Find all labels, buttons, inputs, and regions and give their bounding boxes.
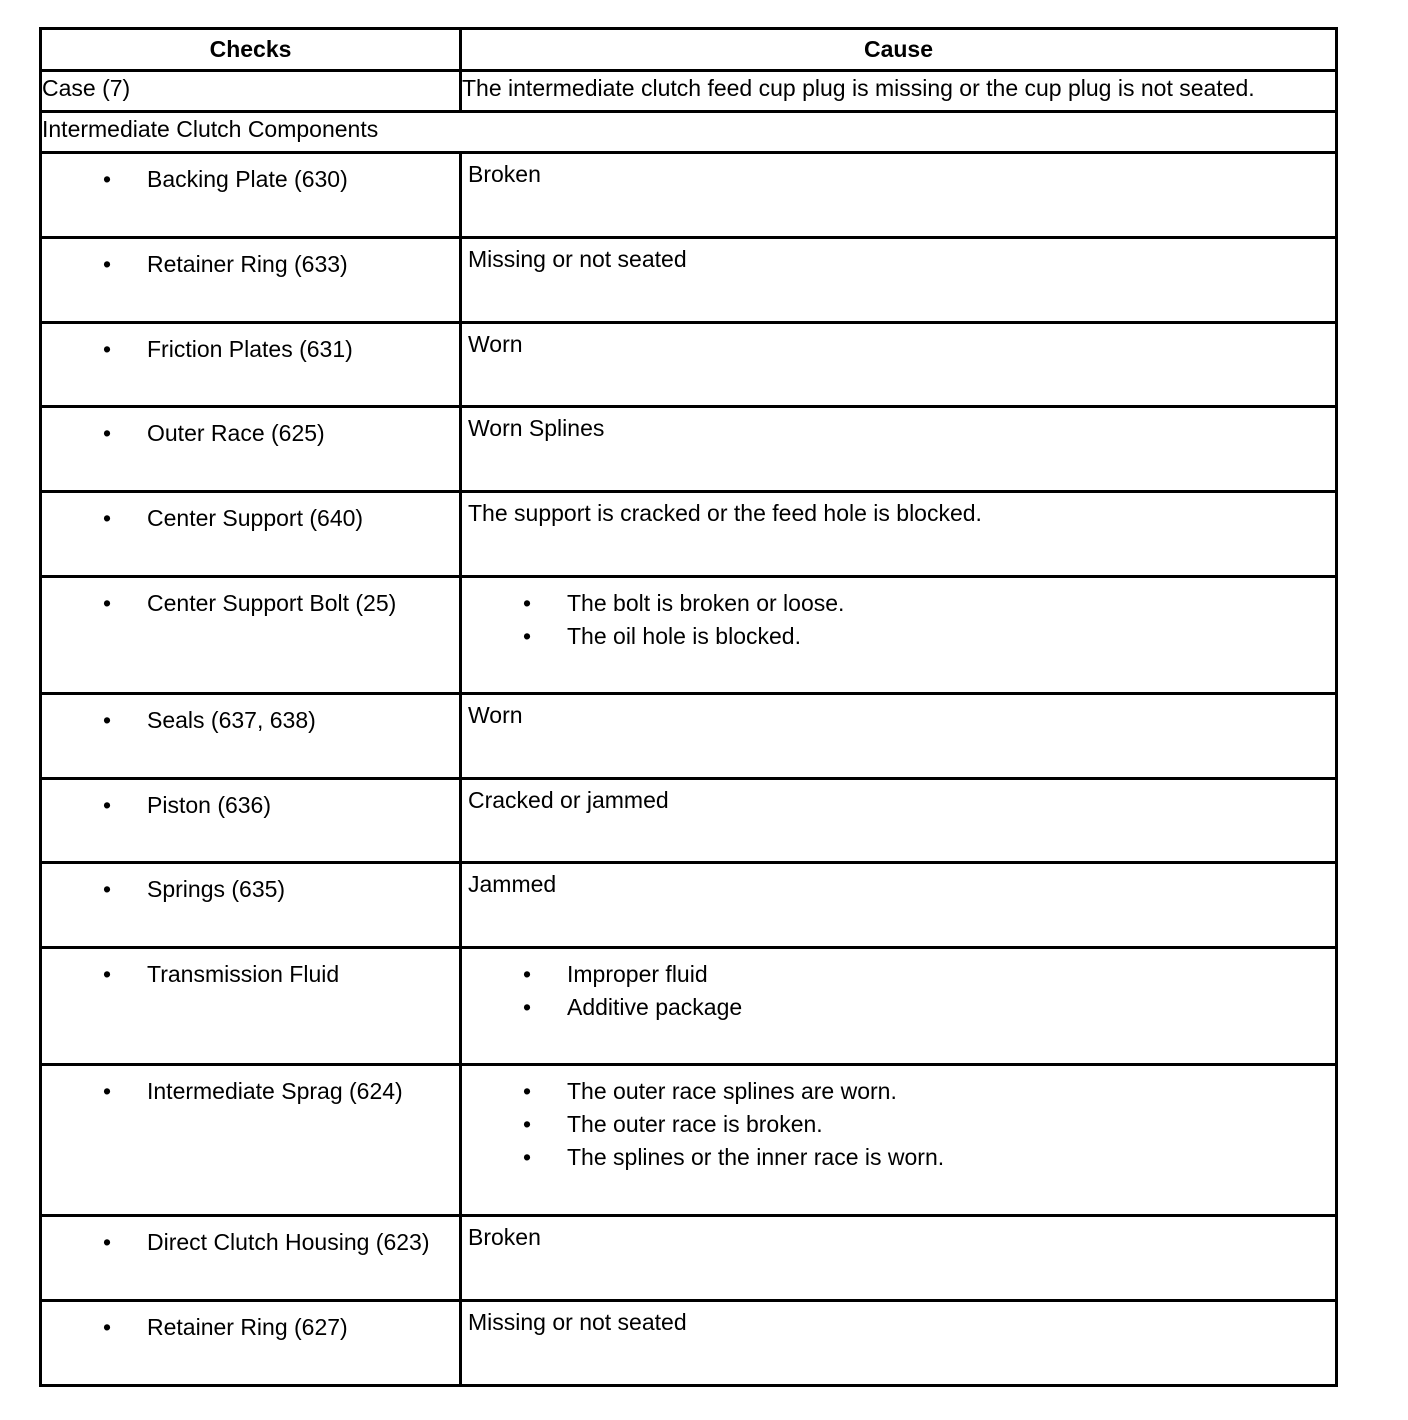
- cause-cell: [461, 1216, 1337, 1301]
- cause-cell: [461, 407, 1337, 492]
- check-item: [42, 958, 459, 991]
- table-row: [41, 323, 1337, 407]
- check-item: [42, 704, 459, 737]
- cause-cell: [461, 323, 1337, 407]
- check-cell: [41, 238, 461, 323]
- cause-item: [462, 587, 1335, 620]
- check-cell: [41, 863, 461, 948]
- cause-label: Cracked or jammed: [468, 787, 669, 813]
- cause-cell: [461, 779, 1337, 863]
- cause-label: Jammed: [468, 871, 557, 897]
- cause-cell: [461, 238, 1337, 323]
- table-row: [41, 407, 1337, 492]
- bullet-icon: •: [522, 1144, 532, 1170]
- cause-cell: [461, 948, 1337, 1065]
- check-cell: [41, 577, 461, 694]
- bullet-icon: •: [102, 1078, 112, 1104]
- check-cell: [41, 1065, 461, 1216]
- check-label: Center Support Bolt (25): [147, 590, 397, 616]
- cause-item: [462, 958, 1335, 991]
- cause-cell: [461, 694, 1337, 779]
- check-cell: [41, 1301, 461, 1386]
- check-label: Piston (636): [147, 792, 272, 818]
- table-row: [41, 779, 1337, 863]
- check-cell: [41, 407, 461, 492]
- check-item: [42, 248, 459, 281]
- cause-label: Missing or not seated: [468, 1309, 687, 1335]
- table-row: [41, 863, 1337, 948]
- check-label: Retainer Ring (627): [147, 1314, 348, 1340]
- check-label: Backing Plate (630): [147, 166, 348, 192]
- cause-label: Broken: [468, 1224, 541, 1250]
- cause-label: The support is cracked or the feed hole is blocked.: [468, 500, 982, 526]
- table-row: [41, 948, 1337, 1065]
- cause-list: [462, 1075, 1335, 1174]
- check-cell: [41, 948, 461, 1065]
- bullet-icon: •: [522, 1078, 532, 1104]
- cause-label: The outer race is broken.: [567, 1111, 823, 1137]
- check-item: [42, 502, 459, 535]
- cause-item: [462, 1141, 1335, 1174]
- check-cell: [41, 1216, 461, 1301]
- check-cell: [41, 694, 461, 779]
- case-check-cell: Case (7): [41, 71, 461, 112]
- check-item: [42, 873, 459, 906]
- check-label: Intermediate Sprag (624): [147, 1078, 403, 1104]
- bullet-icon: •: [522, 623, 532, 649]
- bullet-icon: •: [102, 420, 112, 446]
- table-header-row: [41, 29, 1337, 71]
- diagnosis-table: [39, 27, 1338, 1387]
- bullet-icon: •: [102, 590, 112, 616]
- cause-list: [462, 958, 1335, 1024]
- bullet-icon: •: [522, 994, 532, 1020]
- cause-label: Additive package: [567, 994, 743, 1020]
- section-title-row: [41, 112, 1337, 153]
- check-cell: [41, 153, 461, 238]
- cause-item: [462, 1108, 1335, 1141]
- check-label: Center Support (640): [147, 505, 364, 531]
- cause-label: Worn: [468, 702, 523, 728]
- check-item: [42, 1075, 459, 1108]
- cause-list: [462, 587, 1335, 653]
- cause-item: [462, 1075, 1335, 1108]
- bullet-icon: •: [102, 1229, 112, 1255]
- cause-item: [462, 620, 1335, 653]
- cause-label: Improper fluid: [567, 961, 708, 987]
- check-item: [42, 417, 459, 450]
- check-item: [42, 587, 459, 620]
- cause-cell: [461, 492, 1337, 577]
- cause-cell: [461, 1065, 1337, 1216]
- cause-cell: [461, 577, 1337, 694]
- bullet-icon: •: [102, 251, 112, 277]
- cause-label: Worn Splines: [468, 415, 605, 441]
- check-label: Outer Race (625): [147, 420, 325, 446]
- bullet-icon: •: [522, 590, 532, 616]
- check-item: [42, 789, 459, 822]
- bullet-icon: •: [102, 505, 112, 531]
- cause-label: The splines or the inner race is worn.: [567, 1144, 945, 1170]
- check-label: Springs (635): [147, 876, 286, 902]
- cause-cell: [461, 863, 1337, 948]
- check-label: Direct Clutch Housing (623): [147, 1229, 430, 1255]
- bullet-icon: •: [522, 961, 532, 987]
- cause-label: The outer race splines are worn.: [567, 1078, 897, 1104]
- cause-label: The bolt is broken or loose.: [567, 590, 845, 616]
- check-item: [42, 163, 459, 196]
- check-label: Retainer Ring (633): [147, 251, 348, 277]
- cause-item: [462, 991, 1335, 1024]
- table-row: [41, 694, 1337, 779]
- bullet-icon: •: [102, 336, 112, 362]
- table-row: [41, 238, 1337, 323]
- bullet-icon: •: [102, 876, 112, 902]
- section-title: Intermediate Clutch Components: [41, 112, 1337, 153]
- check-label: Seals (637, 638): [147, 707, 316, 733]
- case-cause-cell: The intermediate clutch feed cup plug is missing or the cup plug is not seated.: [461, 71, 1337, 112]
- cause-column-header: Cause: [461, 29, 1337, 71]
- table-row: [41, 1301, 1337, 1386]
- check-label: Friction Plates (631): [147, 336, 353, 362]
- bullet-icon: •: [102, 1314, 112, 1340]
- check-label: Transmission Fluid: [147, 961, 340, 987]
- cause-label: The oil hole is blocked.: [567, 623, 801, 649]
- bullet-icon: •: [102, 961, 112, 987]
- cause-label: Broken: [468, 161, 541, 187]
- cause-label: Missing or not seated: [468, 246, 687, 272]
- check-item: [42, 1226, 459, 1259]
- check-item: [42, 1311, 459, 1344]
- cause-cell: [461, 153, 1337, 238]
- check-cell: [41, 492, 461, 577]
- bullet-icon: •: [102, 166, 112, 192]
- checks-column-header: Checks: [41, 29, 461, 71]
- cause-cell: [461, 1301, 1337, 1386]
- table-row: [41, 492, 1337, 577]
- check-cell: [41, 323, 461, 407]
- check-cell: [41, 779, 461, 863]
- bullet-icon: •: [522, 1111, 532, 1137]
- bullet-icon: •: [102, 792, 112, 818]
- table-row: [41, 577, 1337, 694]
- table-row: [41, 1216, 1337, 1301]
- cause-label: Worn: [468, 331, 523, 357]
- bullet-icon: •: [102, 707, 112, 733]
- table-row: [41, 153, 1337, 238]
- table-row: [41, 1065, 1337, 1216]
- case-row: [41, 71, 1337, 112]
- check-item: [42, 333, 459, 366]
